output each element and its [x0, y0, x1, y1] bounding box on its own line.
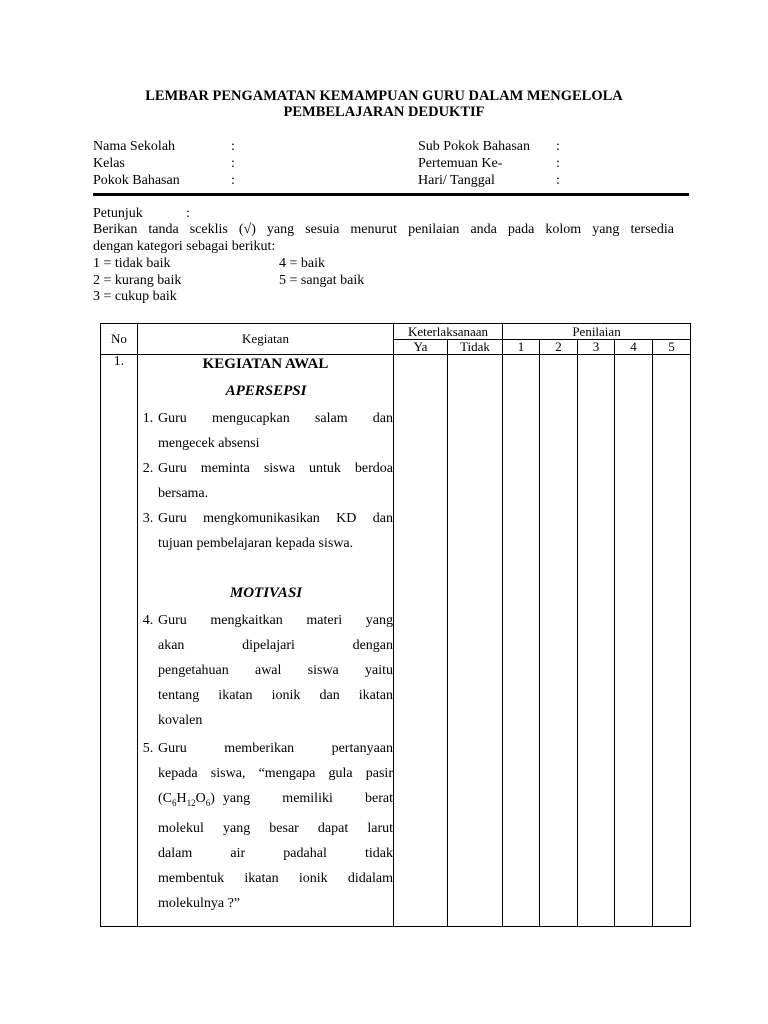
pokok-bahasan-label: Pokok Bahasan: [93, 173, 180, 188]
scale-item-1: 1 = tidak baik: [93, 256, 171, 271]
petunjuk-label: Petunjuk: [93, 206, 143, 221]
header-score-4: 4: [615, 340, 653, 355]
header-score-2: 2: [540, 340, 578, 355]
header-divider: [93, 193, 689, 196]
subsection-motivasi: MOTIVASI: [229, 585, 303, 601]
activity-item-1: 1. Guru mengucapkan salam dan mengecek absensi: [142, 411, 393, 451]
score-4-cell[interactable]: [615, 355, 653, 927]
scale-item-4: 4 = baik: [279, 256, 325, 271]
subsection-apersepsi: APERSEPSI: [225, 383, 307, 399]
nama-sekolah-label: Nama Sekolah: [93, 139, 176, 154]
page-title-line-2: PEMBELAJARAN DEDUKTIF: [283, 104, 485, 120]
row-number: 1.: [101, 355, 138, 927]
kelas-colon: :: [231, 156, 235, 171]
instructions-line-2: dengan kategori sebagai berikut:: [93, 239, 276, 254]
sub-pokok-bahasan-label: Sub Pokok Bahasan: [418, 139, 530, 154]
activity-item-5: 5. Guru memberikan pertanyaan kepada siswa, “mengapa gula pasir $(C_6H_{12}O_6)$ yang memiliki berat molekul yang besar dapat larut dalam air padahal tidak membentuk ikatan ionik didalam molekulnya ?”: [142, 741, 393, 911]
nama-sekolah-colon: :: [231, 139, 235, 154]
scale-item-5: 5 = sangat baik: [279, 273, 365, 288]
chemical-formula: $(C_6H_{12}O_6)$: [158, 791, 215, 808]
activity-item-4: 4. Guru mengkaitkan materi yang akan dipelajari dengan pengetahuan awal siswa yaitu tentang ikatan ionik dan ikatan kovalen: [142, 613, 393, 728]
kelas-label: Kelas: [93, 156, 125, 171]
table-header-row-1: [101, 324, 691, 340]
tidak-checkbox-cell[interactable]: [448, 355, 503, 927]
pokok-bahasan-colon: :: [231, 173, 235, 188]
score-5-cell[interactable]: [653, 355, 691, 927]
header-tidak: Tidak: [448, 340, 503, 355]
header-score-5: 5: [653, 340, 691, 355]
pertemuan-colon: :: [556, 156, 560, 171]
header-score-3: 3: [578, 340, 615, 355]
chemical-formula-line: $(C_6H_{12}O_6)$ yang memiliki berat: [158, 786, 393, 816]
petunjuk-colon: :: [186, 206, 190, 221]
instructions-line-1: Berikan tanda sceklis (√) yang sesuia menurut penilaian anda pada kolom yang tersedia: [93, 222, 674, 237]
score-3-cell[interactable]: [578, 355, 615, 927]
hari-tanggal-colon: :: [556, 173, 560, 188]
activity-item-3: 3. Guru mengkomunikasikan KD dan tujuan pembelajaran kepada siswa.: [142, 511, 393, 551]
section-kegiatan-awal: KEGIATAN AWAL: [202, 356, 329, 372]
header-score-1: 1: [503, 340, 540, 355]
score-1-cell[interactable]: [503, 355, 540, 927]
hari-tanggal-label: Hari/ Tanggal: [418, 173, 495, 188]
sub-pokok-bahasan-colon: :: [556, 139, 560, 154]
header-ya: Ya: [394, 340, 448, 355]
header-no: No: [101, 324, 138, 355]
observation-table: [100, 323, 691, 927]
pertemuan-label: Pertemuan Ke-: [418, 156, 503, 171]
scale-item-2: 2 = kurang baik: [93, 273, 182, 288]
activity-item-2: 2. Guru meminta siswa untuk berdoa bersama.: [142, 461, 393, 501]
header-keterlaksanaan: Keterlaksanaan: [394, 324, 503, 340]
header-kegiatan: Kegiatan: [138, 324, 394, 355]
kegiatan-cell: [138, 355, 394, 927]
ya-checkbox-cell[interactable]: [394, 355, 448, 927]
score-2-cell[interactable]: [540, 355, 578, 927]
header-penilaian: Penilaian: [503, 324, 691, 340]
table-row: [101, 355, 691, 927]
page-title-line-1: LEMBAR PENGAMATAN KEMAMPUAN GURU DALAM MENGELOLA: [145, 88, 623, 104]
scale-item-3: 3 = cukup baik: [93, 289, 177, 304]
